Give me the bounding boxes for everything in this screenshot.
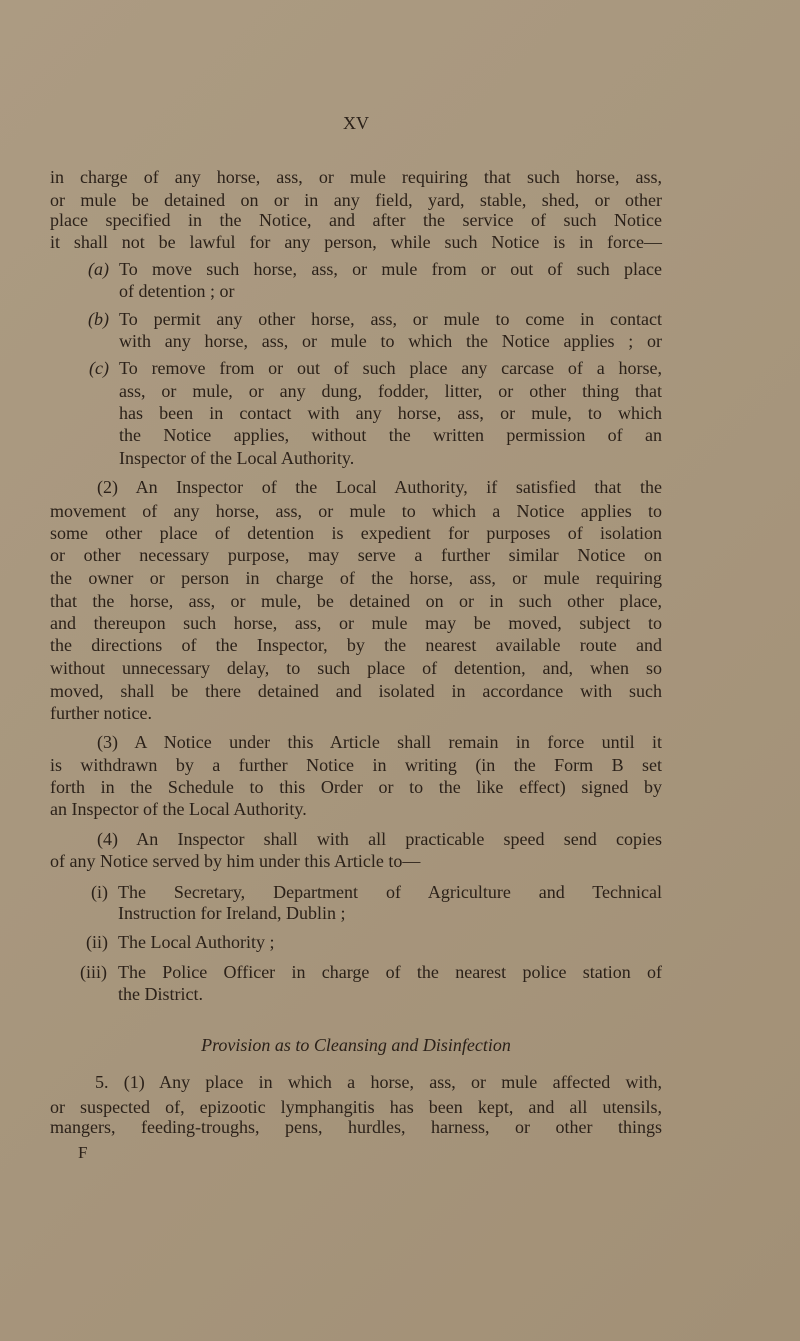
text-line: the District. xyxy=(118,984,203,1004)
section-heading: Provision as to Cleansing and Disinfection xyxy=(201,1035,511,1055)
text-line: or other necessary purpose, may serve a further similar Notice on xyxy=(50,545,662,565)
text-line: The Local Authority ; xyxy=(118,932,275,952)
text-line: it shall not be lawful for any person, while such Notice is in force— xyxy=(50,232,662,252)
text-line: Instruction for Ireland, Dublin ; xyxy=(118,903,346,923)
clause-label-i: (i) xyxy=(91,882,108,902)
text-line: of detention ; or xyxy=(119,281,235,301)
text-line: To move such horse, ass, or mule from or out of such place xyxy=(119,259,662,279)
signature-mark: F xyxy=(78,1143,88,1162)
text-line: the owner or person in charge of the horse, ass, or mule requiring xyxy=(50,568,662,588)
text-line: 5. (1) Any place in which a horse, ass, or mule affected with, xyxy=(95,1072,662,1092)
text-line: (2) An Inspector of the Local Authority, if satisfied that the xyxy=(97,477,662,497)
clause-label-iii: (iii) xyxy=(80,962,107,982)
text-line: has been in contact with any horse, ass, or mule, to which xyxy=(119,403,662,423)
text-line: in charge of any horse, ass, or mule requiring that such horse, ass, xyxy=(50,167,662,187)
text-line: The Police Officer in charge of the nearest police station of xyxy=(118,962,662,982)
clause-label-c: (c) xyxy=(89,358,109,378)
text-line: To permit any other horse, ass, or mule to come in contact xyxy=(119,309,662,329)
text-line: movement of any horse, ass, or mule to which a Notice applies to xyxy=(50,501,662,521)
text-line: or suspected of, epizootic lymphangitis has been kept, and all utensils, xyxy=(50,1097,662,1117)
text-line: Inspector of the Local Authority. xyxy=(119,448,355,468)
text-line: and thereupon such horse, ass, or mule may be moved, subject to xyxy=(50,613,662,633)
text-line: without unnecessary delay, to such place of detention, and, when so xyxy=(50,658,662,678)
page-number: XV xyxy=(343,113,369,133)
text-line: the Notice applies, without the written permission of an xyxy=(119,425,662,445)
text-line: mangers, feeding-troughs, pens, hurdles, harness, or other things xyxy=(50,1117,662,1137)
text-line: ass, or mule, or any dung, fodder, litter, or other thing that xyxy=(119,381,662,401)
clause-label-ii: (ii) xyxy=(86,932,108,952)
text-line: some other place of detention is expedient for purposes of isolation xyxy=(50,523,662,543)
text-line: is withdrawn by a further Notice in writing (in the Form B set xyxy=(50,755,662,775)
clause-label-b: (b) xyxy=(88,309,109,329)
text-line: (3) A Notice under this Article shall remain in force until it xyxy=(97,732,662,752)
text-line: an Inspector of the Local Authority. xyxy=(50,799,307,819)
text-line: To remove from or out of such place any carcase of a horse, xyxy=(119,358,662,378)
text-line: further notice. xyxy=(50,703,152,723)
text-line: or mule be detained on or in any field, yard, stable, shed, or other xyxy=(50,190,662,210)
text-line: that the horse, ass, or mule, be detained on or in such other place, xyxy=(50,591,662,611)
text-line: The Secretary, Department of Agriculture and Technical xyxy=(118,882,662,902)
clause-label-a: (a) xyxy=(88,259,109,279)
text-line: of any Notice served by him under this Article to— xyxy=(50,851,421,871)
text-line: forth in the Schedule to this Order or to the like effect) signed by xyxy=(50,777,662,797)
text-line: with any horse, ass, or mule to which the Notice applies ; or xyxy=(119,331,662,351)
text-line: moved, shall be there detained and isolated in accordance with such xyxy=(50,681,662,701)
text-line: (4) An Inspector shall with all practicable speed send copies xyxy=(97,829,662,849)
text-line: place specified in the Notice, and after the service of such Notice xyxy=(50,210,662,230)
text-line: the directions of the Inspector, by the nearest available route and xyxy=(50,635,662,655)
